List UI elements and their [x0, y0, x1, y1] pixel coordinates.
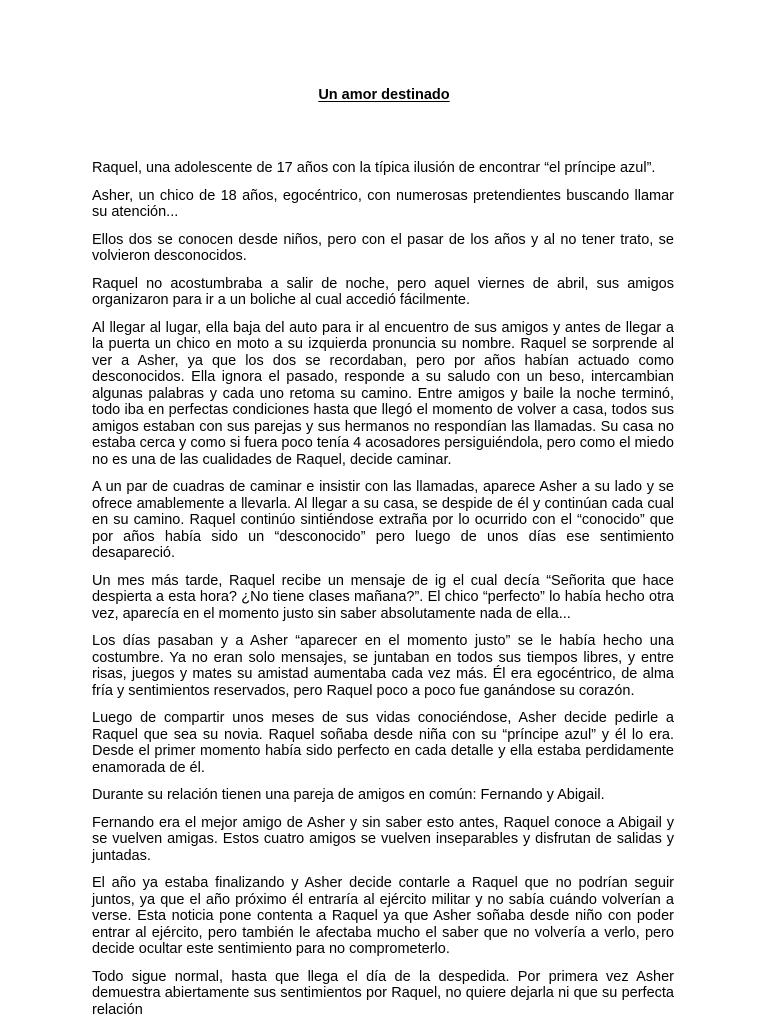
paragraph: Al llegar al lugar, ella baja del auto para ir al encuentro de sus amigos y antes de llegar a la puerta un chico en moto a su izquierda pronuncia su nombre. Raquel se sorprende al ver a Asher, ya que los dos se recordaban, pero por años habían actuado como desconocidos. Ella ignora el pasado, responde a su saludo con un beso, intercambian algunas palabras y cada uno retoma su camino. Entre amigos y baile la noche terminó, todo iba en perfectas condiciones hasta que llegó el momento de volver a casa, todos sus amigos estaban con sus parejas y sus hermanos no respondían las llamadas. Su casa no estaba cerca y como si fuera poco tenía 4 acosadores persiguiéndola, pero como el miedo no es una de las cualidades de Raquel, decide caminar. [92, 319, 674, 468]
paragraph: El año ya estaba finalizando y Asher decide contarle a Raquel que no podrían seguir juntos, ya que el año próximo él entraría al ejército militar y no sabía cuándo volverían a verse. Esta noticia pone contenta a Raquel ya que Asher soñaba desde niño con poder entrar al ejército, pero también le afectaba mucho el saber que no volvería a verlo, pero decide ocultar este sentimiento para no comprometerlo. [92, 875, 674, 957]
document-body [92, 160, 674, 1029]
paragraph: Los días pasaban y a Asher “aparecer en el momento justo” se le había hecho una costumbre. Ya no eran solo mensajes, se juntaban en todos sus tiempos libres, y entre risas, juegos y mates su amistad aumentaba cada vez más. Él era egocéntrico, de alma fría y sentimientos reservados, pero Raquel poco a poco fue ganándose su corazón. [92, 633, 674, 699]
paragraph: Raquel, una adolescente de 17 años con la típica ilusión de encontrar “el príncipe azul”. [92, 160, 656, 176]
paragraph: Asher, un chico de 18 años, egocéntrico, con numerosas pretendientes buscando llamar su atención... [92, 187, 674, 220]
paragraph: Fernando era el mejor amigo de Asher y sin saber esto antes, Raquel conoce a Abigail y se vuelven amigas. Estos cuatro amigos se vuelven inseparables y disfrutan de salidas y juntadas. [92, 814, 674, 864]
paragraph: A un par de cuadras de caminar e insistir con las llamadas, aparece Asher a su lado y se ofrece amablemente a llevarla. Al llegar a su casa, se despide de él y continúan cada cual en su camino. Raquel continúo sintiéndose extraña por lo ocurrido con el “conocido” que por años había sido un “desconocido” pero luego de unos días ese sentimiento desapareció. [92, 479, 674, 561]
paragraph: Ellos dos se conocen desde niños, pero con el pasar de los años y al no tener trato, se volvieron desconocidos. [92, 231, 674, 264]
paragraph: Luego de compartir unos meses de sus vidas conociéndose, Asher decide pedirle a Raquel que sea su novia. Raquel soñaba desde niña con su “príncipe azul” y él lo era. Desde el primer momento había sido perfecto en cada detalle y ella estaba perdidamente enamorada de él. [92, 710, 674, 776]
paragraph: Raquel no acostumbraba a salir de noche, pero aquel viernes de abril, sus amigos organizaron para ir a un boliche al cual accedió fácilmente. [92, 275, 674, 308]
paragraph: Todo sigue normal, hasta que llega el día de la despedida. Por primera vez Asher demuestra abiertamente sus sentimientos por Raquel, no quiere dejarla ni que su perfecta relación [92, 968, 674, 1018]
paragraph: Un mes más tarde, Raquel recibe un mensaje de ig el cual decía “Señorita que hace despierta a esta hora? ¿No tiene clases mañana?”. El chico “perfecto” lo había hecho otra vez, aparecía en el momento justo sin saber absolutamente nada de ella... [92, 572, 674, 622]
page-title: Un amor destinado [318, 87, 450, 103]
paragraph: Durante su relación tienen una pareja de amigos en común: Fernando y Abigail. [92, 787, 605, 803]
